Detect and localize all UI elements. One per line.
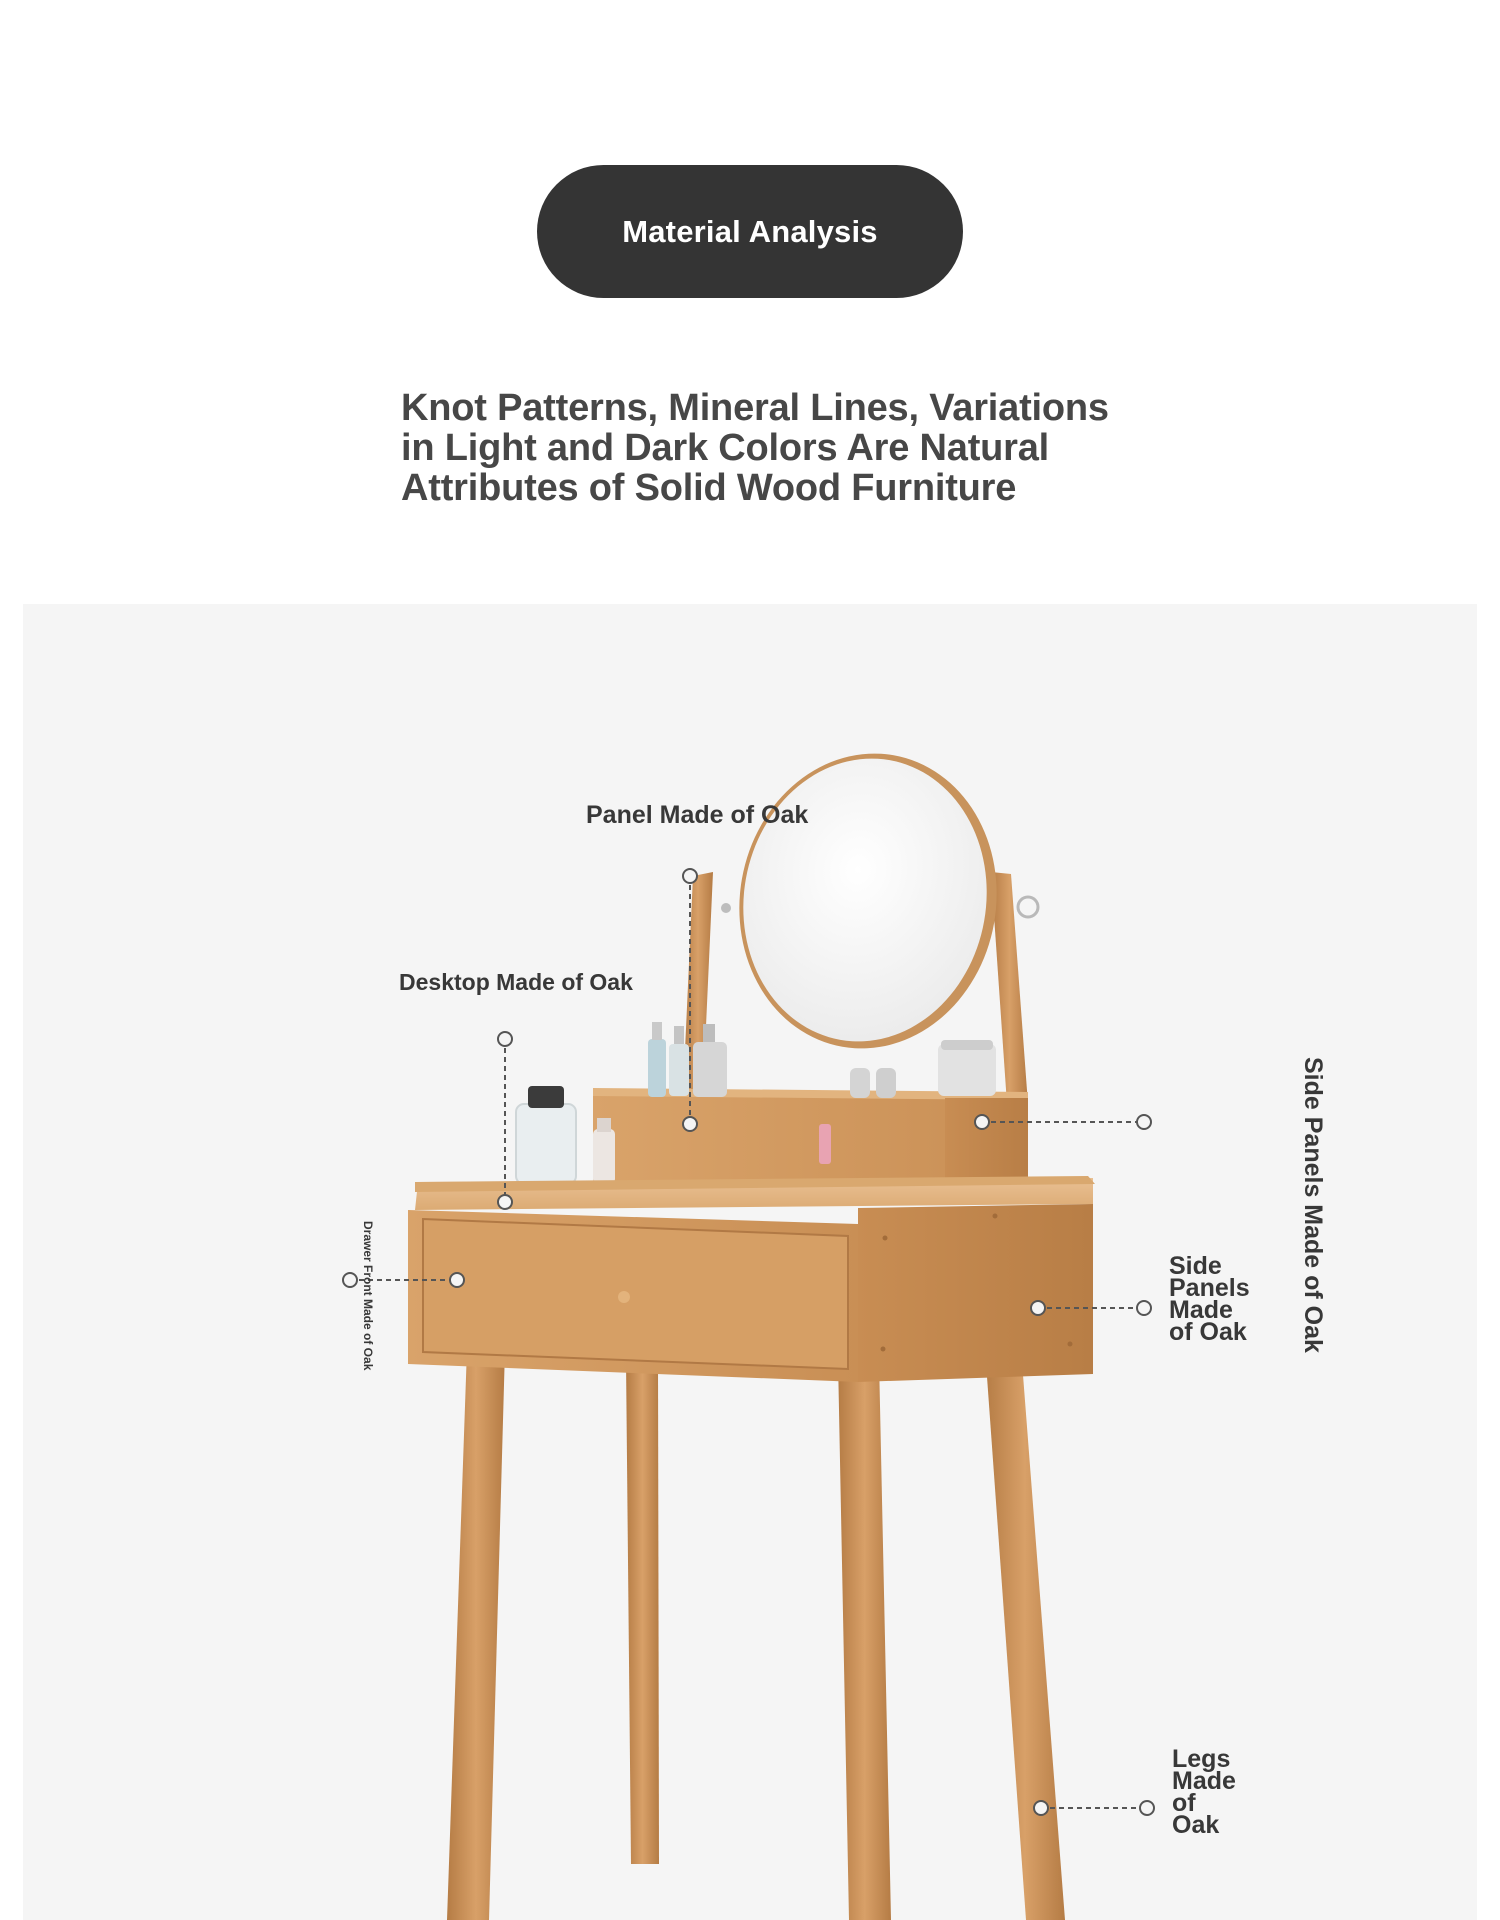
legs-line-3: of xyxy=(1172,1789,1196,1817)
side-panels-line-4: of Oak xyxy=(1169,1318,1247,1346)
callout-side-panels-vertical: Side Panels Made of Oak xyxy=(1299,1057,1327,1353)
headline-line-1: Knot Patterns, Mineral Lines, Variations xyxy=(401,387,1109,429)
callout-panel: Panel Made of Oak xyxy=(586,801,809,829)
badge-label: Material Analysis xyxy=(622,213,878,249)
callout-side-panels xyxy=(1169,1252,1250,1346)
drawer-body xyxy=(408,1204,1093,1382)
side-panels-line-3: Made xyxy=(1169,1296,1233,1324)
headline xyxy=(401,388,1121,508)
callout-legs xyxy=(1172,1745,1236,1839)
legs xyxy=(447,1349,1065,1920)
side-panels-line-1: Side xyxy=(1169,1252,1222,1280)
callout-desktop: Desktop Made of Oak xyxy=(399,969,633,995)
desktop xyxy=(415,1176,1095,1210)
legs-line-4: Oak xyxy=(1172,1811,1220,1839)
product-photo-panel xyxy=(23,604,1477,1920)
callout-drawer-front: Drawer Front Made of Oak xyxy=(361,1221,375,1371)
legs-line-2: Made xyxy=(1172,1767,1236,1795)
round-mirror xyxy=(716,733,1020,1069)
shelf-box xyxy=(593,1088,1028,1182)
legs-line-1: Legs xyxy=(1172,1745,1231,1773)
material-analysis-badge xyxy=(537,165,963,298)
side-panels-line-2: Panels xyxy=(1169,1274,1250,1302)
headline-line-3: Attributes of Solid Wood Furniture xyxy=(401,467,1017,509)
headline-line-2: in Light and Dark Colors Are Natural xyxy=(401,427,1050,469)
